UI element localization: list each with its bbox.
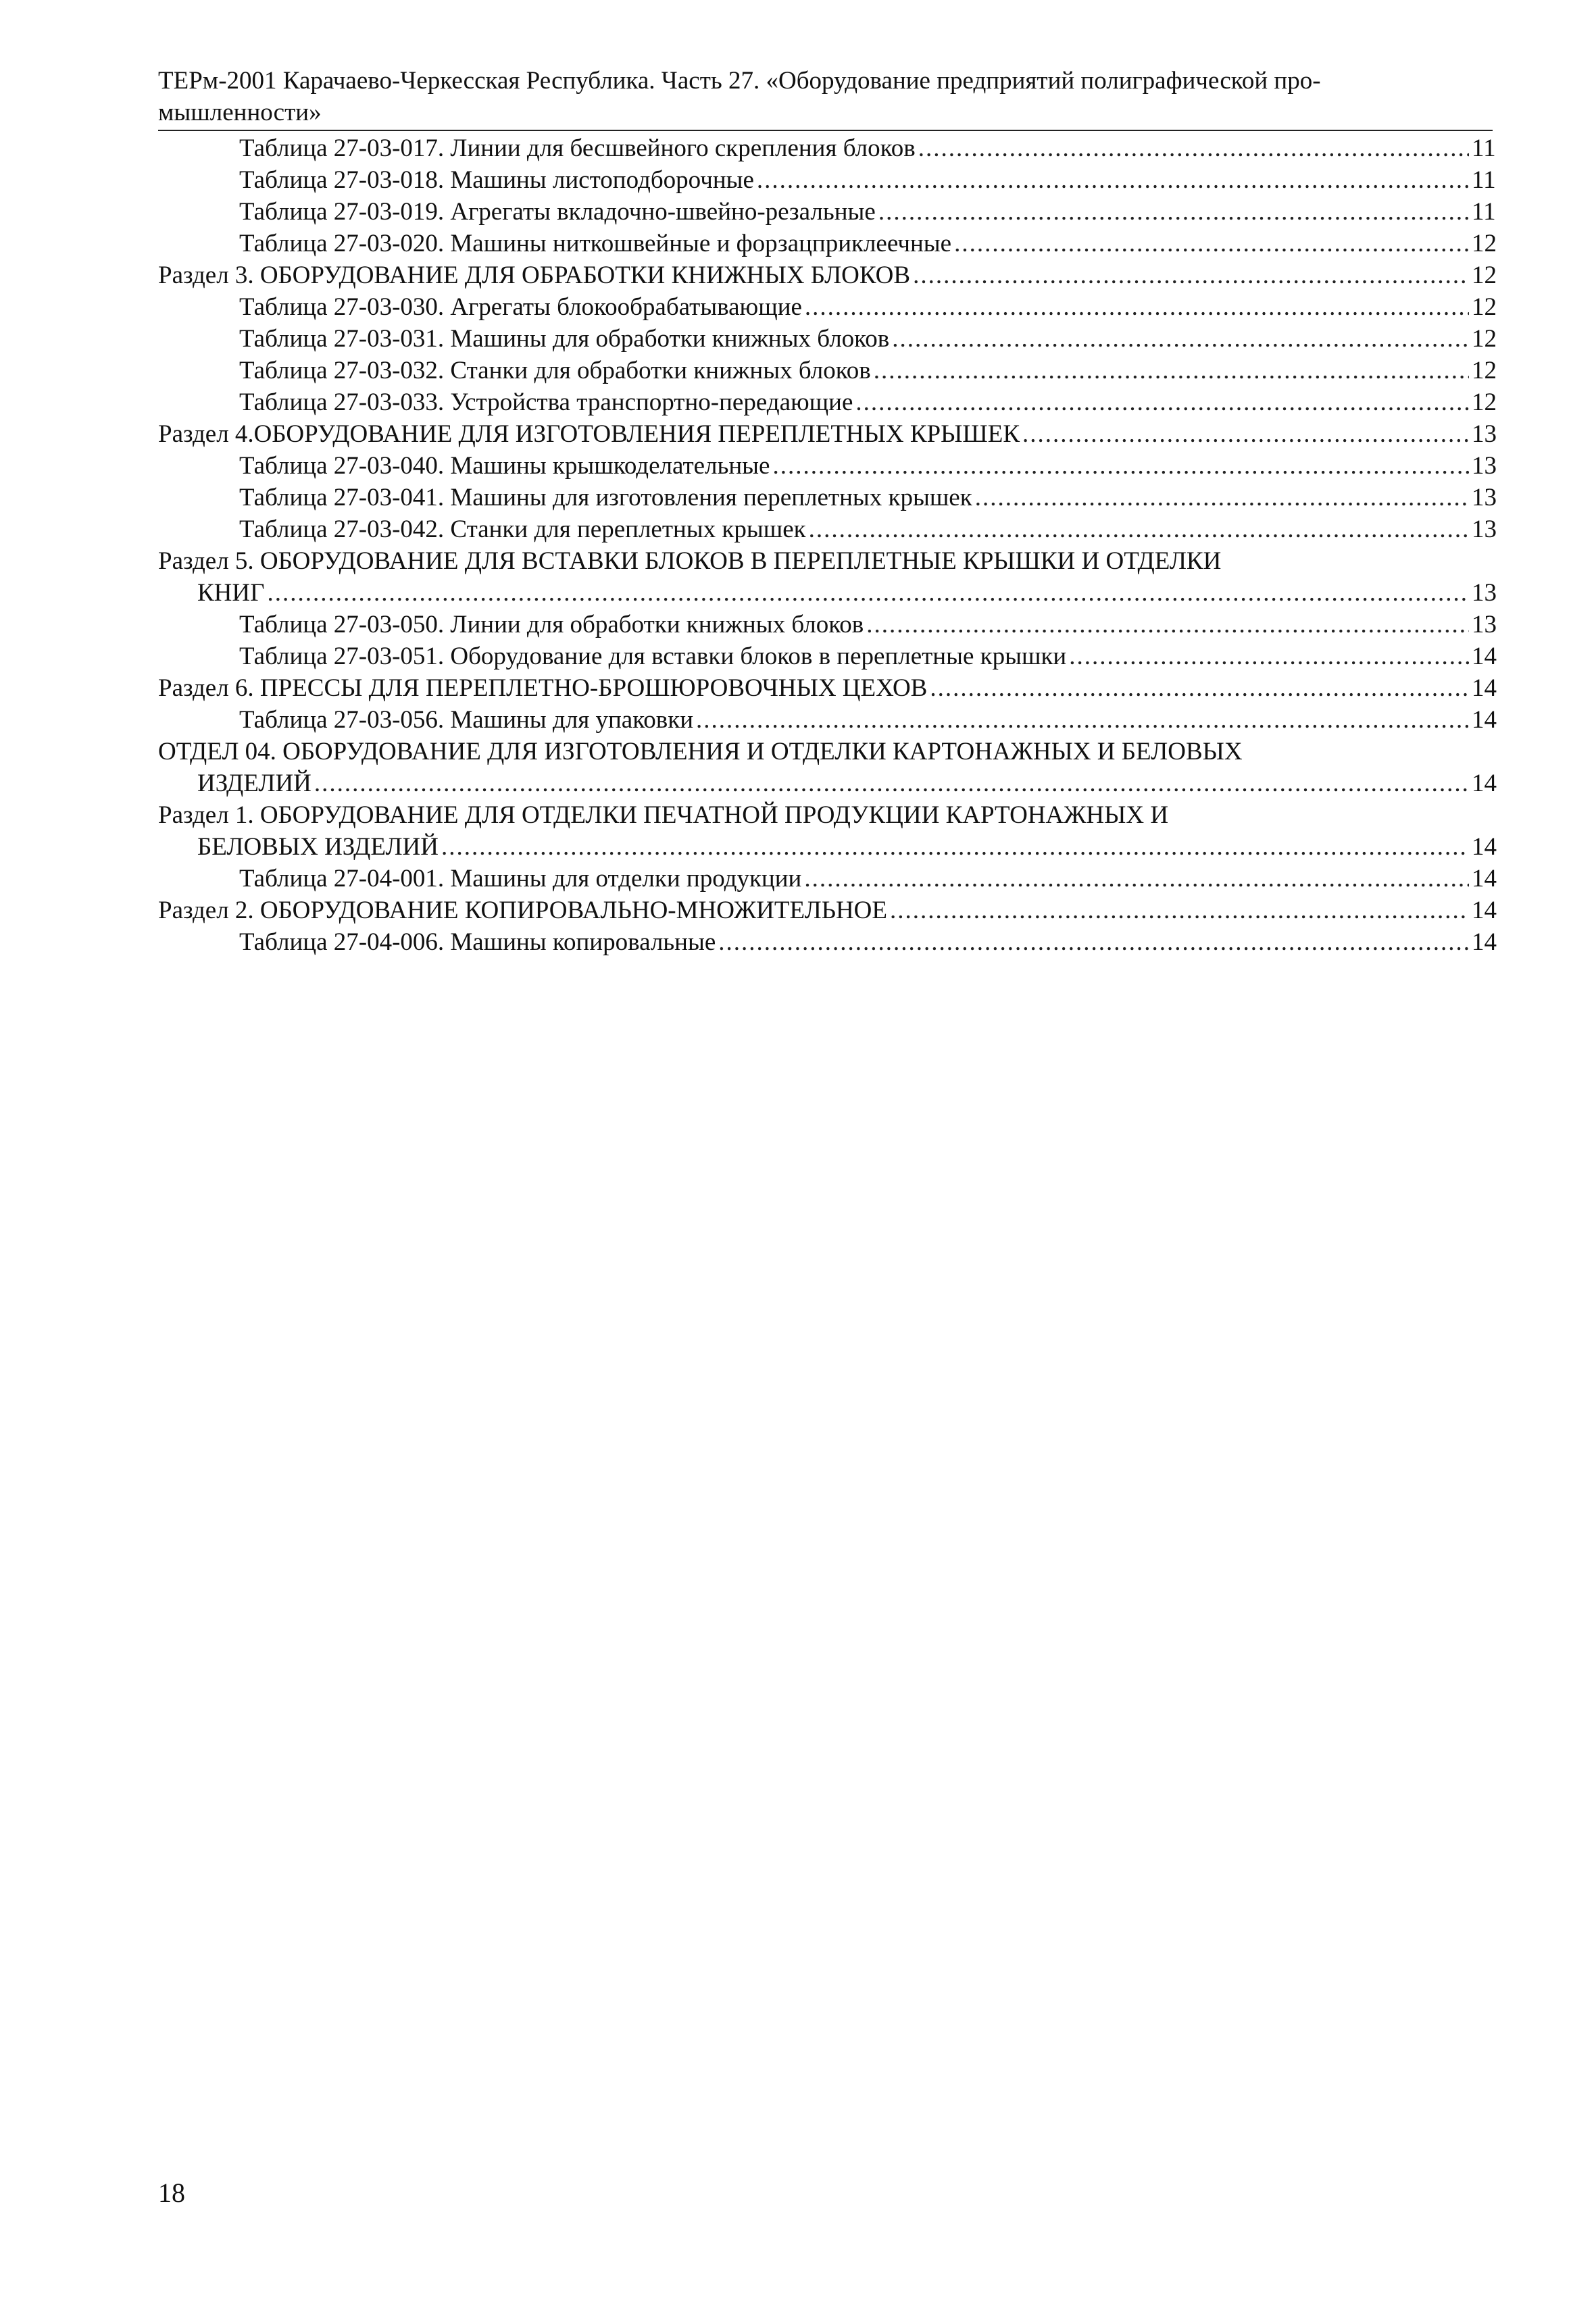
toc-entry-title: Раздел 3. ОБОРУДОВАНИЕ ДЛЯ ОБРАБОТКИ КНИЖНЫХ БЛОКОВ: [158, 261, 911, 289]
toc-leader: [975, 482, 1469, 513]
toc-leader: [696, 704, 1469, 736]
toc-entry-title-cont: БЕЛОВЫХ ИЗДЕЛИЙ: [197, 833, 439, 861]
toc-entry-title: Таблица 27-04-001. Машины для отделки продукции: [239, 865, 802, 892]
toc-entry-title-cont: ИЗДЕЛИЙ: [197, 770, 311, 797]
toc-entry[interactable]: [158, 863, 1507, 895]
toc-entry-title: Таблица 27-03-042. Станки для переплетных крышек: [239, 515, 806, 543]
toc-entry[interactable]: [158, 196, 1507, 228]
page-number: 18: [158, 2178, 185, 2208]
toc-leader: [1069, 640, 1469, 672]
toc-entry-title: Раздел 6. ПРЕССЫ ДЛЯ ПЕРЕПЛЕТНО-БРОШЮРОВОЧНЫХ ЦЕХОВ: [158, 674, 928, 702]
toc-entry-title: Раздел 1. ОБОРУДОВАНИЕ ДЛЯ ОТДЕЛКИ ПЕЧАТНОЙ ПРОДУКЦИИ КАРТОНАЖНЫХ И: [158, 801, 1169, 829]
toc-entry[interactable]: [158, 926, 1507, 958]
toc-entry-continuation[interactable]: [158, 768, 1507, 799]
toc-page-number: 14: [1472, 674, 1497, 702]
toc-page-number: 12: [1472, 293, 1497, 321]
toc-page-number: 14: [1472, 706, 1497, 734]
toc-page-number: 12: [1472, 388, 1497, 416]
toc-leader: [805, 291, 1469, 323]
table-of-contents: [158, 132, 1507, 958]
toc-leader: [878, 196, 1469, 228]
toc-entry-continuation[interactable]: [158, 831, 1507, 863]
toc-entry-title: Таблица 27-03-040. Машины крышкоделательные: [239, 452, 770, 480]
toc-entry-title: Таблица 27-03-032. Станки для обработки книжных блоков: [239, 357, 871, 384]
toc-entry-title: Таблица 27-03-030. Агрегаты блокообрабатывающие: [239, 293, 802, 321]
toc-page-number: 13: [1472, 484, 1497, 511]
toc-entry[interactable]: [158, 228, 1507, 259]
toc-page-number: 13: [1472, 579, 1497, 607]
toc-leader: [268, 577, 1469, 609]
toc-page-number: 11: [1472, 166, 1496, 194]
header-line-1: ТЕРм-2001 Карачаево-Черкесская Республика. Часть 27. «Оборудование предприятий полиграфической про-: [158, 67, 1321, 95]
toc-page-number: 11: [1472, 134, 1496, 162]
toc-leader: [874, 355, 1469, 386]
toc-page-number: 14: [1472, 865, 1497, 892]
toc-entry[interactable]: [158, 164, 1507, 196]
toc-page-number: 12: [1472, 230, 1497, 257]
toc-leader: [1022, 418, 1469, 450]
toc-leader: [809, 513, 1469, 545]
toc-entry[interactable]: [158, 355, 1507, 386]
toc-leader: [718, 926, 1469, 958]
toc-entry-title: Таблица 27-04-006. Машины копировальные: [239, 928, 716, 956]
toc-section-entry[interactable]: [158, 895, 1507, 926]
toc-leader: [855, 386, 1469, 418]
toc-entry[interactable]: [158, 450, 1507, 482]
toc-leader: [918, 132, 1469, 164]
header-divider: [158, 130, 1493, 131]
toc-entry-title: ОТДЕЛ 04. ОБОРУДОВАНИЕ ДЛЯ ИЗГОТОВЛЕНИЯ И ОТДЕЛКИ КАРТОНАЖНЫХ И БЕЛОВЫХ: [158, 738, 1243, 765]
toc-section-entry[interactable]: [158, 799, 1507, 831]
toc-leader: [890, 895, 1469, 926]
toc-entry[interactable]: [158, 513, 1507, 545]
toc-entry[interactable]: [158, 482, 1507, 513]
toc-page-number: 13: [1472, 515, 1497, 543]
toc-leader: [804, 863, 1469, 895]
toc-page-number: 13: [1472, 420, 1497, 448]
toc-entry-title: Таблица 27-03-020. Машины ниткошвейные и форзацприклеечные: [239, 230, 952, 257]
toc-entry-title: Таблица 27-03-041. Машины для изготовления переплетных крышек: [239, 484, 972, 511]
toc-entry[interactable]: [158, 132, 1507, 164]
toc-page-number: 12: [1472, 261, 1497, 289]
toc-page-number: 13: [1472, 452, 1497, 480]
toc-leader: [930, 672, 1469, 704]
toc-leader: [314, 768, 1469, 799]
toc-page-number: 13: [1472, 611, 1497, 638]
toc-leader: [913, 259, 1469, 291]
toc-department-entry[interactable]: [158, 736, 1507, 768]
toc-entry[interactable]: [158, 609, 1507, 640]
toc-entry-title: Таблица 27-03-056. Машины для упаковки: [239, 706, 694, 734]
toc-leader: [892, 323, 1469, 355]
page-header: [158, 65, 1493, 128]
toc-entry[interactable]: [158, 323, 1507, 355]
toc-entry-title: Таблица 27-03-051. Оборудование для вставки блоков в переплетные крышки: [239, 643, 1067, 670]
toc-section-entry[interactable]: [158, 545, 1507, 577]
toc-page-number: 14: [1472, 770, 1497, 797]
toc-leader: [441, 831, 1469, 863]
toc-entry-title: Раздел 2. ОБОРУДОВАНИЕ КОПИРОВАЛЬНО-МНОЖИТЕЛЬНОЕ: [158, 897, 887, 924]
toc-page-number: 14: [1472, 833, 1497, 861]
toc-entry-title: Таблица 27-03-017. Линии для бесшвейного скрепления блоков: [239, 134, 916, 162]
toc-entry[interactable]: [158, 640, 1507, 672]
toc-entry-title-cont: КНИГ: [197, 579, 265, 607]
toc-entry[interactable]: [158, 291, 1507, 323]
header-line-2: мышленности»: [158, 99, 322, 126]
toc-entry-title: Раздел 4.ОБОРУДОВАНИЕ ДЛЯ ИЗГОТОВЛЕНИЯ ПЕРЕПЛЕТНЫХ КРЫШЕК: [158, 420, 1020, 448]
toc-page-number: 14: [1472, 643, 1497, 670]
toc-page-number: 14: [1472, 897, 1497, 924]
toc-entry-title: Таблица 27-03-033. Устройства транспортно-передающие: [239, 388, 853, 416]
toc-entry[interactable]: [158, 704, 1507, 736]
toc-page-number: 12: [1472, 357, 1497, 384]
toc-section-entry[interactable]: [158, 418, 1507, 450]
toc-entry-title: Таблица 27-03-018. Машины листоподборочные: [239, 166, 754, 194]
toc-leader: [954, 228, 1469, 259]
toc-leader: [757, 164, 1469, 196]
toc-entry-continuation[interactable]: [158, 577, 1507, 609]
toc-entry[interactable]: [158, 386, 1507, 418]
toc-page-number: 11: [1472, 198, 1496, 226]
toc-page-number: 12: [1472, 325, 1497, 353]
toc-leader: [866, 609, 1469, 640]
toc-leader: [772, 450, 1469, 482]
toc-entry-title: Таблица 27-03-019. Агрегаты вкладочно-швейно-резальные: [239, 198, 876, 226]
toc-page-number: 14: [1472, 928, 1497, 956]
toc-entry-title: Таблица 27-03-031. Машины для обработки книжных блоков: [239, 325, 890, 353]
toc-section-entry[interactable]: [158, 259, 1507, 291]
toc-section-entry[interactable]: [158, 672, 1507, 704]
toc-entry-title: Таблица 27-03-050. Линии для обработки книжных блоков: [239, 611, 864, 638]
toc-entry-title: Раздел 5. ОБОРУДОВАНИЕ ДЛЯ ВСТАВКИ БЛОКОВ В ПЕРЕПЛЕТНЫЕ КРЫШКИ И ОТДЕЛКИ: [158, 547, 1222, 575]
